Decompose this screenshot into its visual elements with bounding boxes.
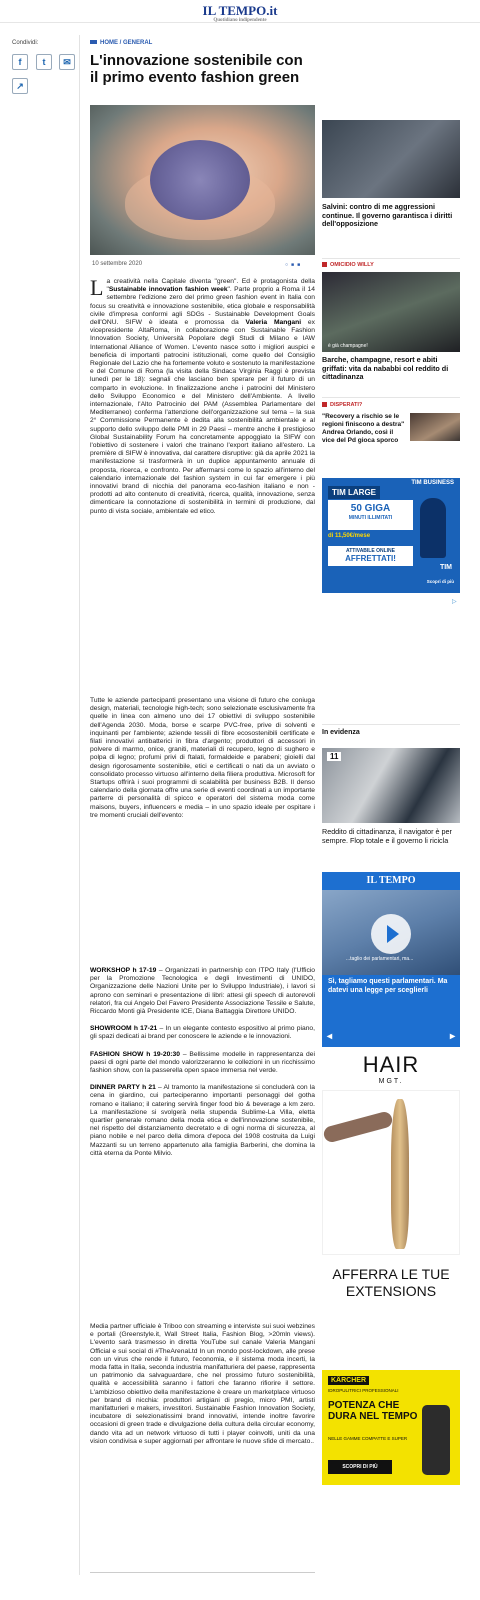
evidenza-badge: 11	[327, 752, 341, 761]
twitter-icon: t	[42, 57, 46, 67]
hair-mgt-sub: MGT.	[378, 1078, 404, 1085]
hair-tagline[interactable]: AFFERRA LE TUE EXTENSIONS	[332, 1266, 450, 1299]
pressure-washer-image	[422, 1405, 450, 1475]
article-end-divider	[90, 1572, 315, 1573]
article-date: 10 settembre 2020	[92, 261, 143, 267]
email-share-button[interactable]	[59, 54, 75, 70]
site-logo[interactable]: IL TEMPO.it Quotidiano indipendente	[202, 3, 278, 23]
program-item: WORKSHOP h 17-19 – Organizzati in partnership con ITPO Italy (l'Ufficio per la Promozione Tecnologica e degli Investimenti di UNIDO, Organizzazione delle Nazioni Unite per lo Sviluppo Industriale), i lavori si aprono con seminari e presentazione di libri: attesi gli speech di autorevoli relatori, fra cui Angelo Del Favero Presidente Associazione Tessile e Salute, Riccardo Monti già Presidente ICE, Diana Battaggia Direttore UNIDO.	[90, 967, 315, 1016]
video-player[interactable]	[322, 872, 460, 1047]
karcher-cta-button[interactable]: SCOPRI DI PIÙ	[328, 1460, 392, 1474]
envelope-icon: ✉	[63, 57, 71, 67]
ad-tim-large: TIM LARGE	[328, 486, 380, 499]
story-kicker: OMICIDIO WILLY	[322, 262, 374, 268]
ad-choices-icon[interactable]: ▷	[452, 599, 457, 605]
in-evidenza-heading: In evidenza	[322, 729, 360, 736]
karcher-logo: KÄRCHER	[328, 1376, 369, 1385]
video-caption: ...taglio dei parlamentari, ma...	[346, 956, 414, 962]
header-divider	[0, 22, 480, 23]
share-label: Condividi:	[12, 40, 39, 46]
breadcrumb	[90, 40, 152, 46]
ad-price: di 11,50€/mese	[328, 533, 371, 539]
ad-cta[interactable]: ATTIVABILE ONLINE AFFRETTATI!	[328, 546, 413, 566]
story-kicker: DISPERATI?	[322, 402, 362, 408]
story-title[interactable]: "Recovery a rischio se le regioni finiscono a destra" Andrea Orlando, così il vice del Pd gioca sporco	[322, 413, 405, 444]
article-paragraph-2: Tutte le aziende partecipanti presentano una visione di futuro che coniuga design, materiali, tecnologie high-tech; sono selezionate esclusivamente fra quelle in linea con almeno uno dei 17 obiettivi di sviluppo sostenibile dell'Agenda 2030. Moda, borse e scarpe PVC-free, prive di solventi e inquinanti per l'ambiente; aziende tessili di fibre ecosostenibili certificate e filati innovativi antibatterici in fibra d'argento; produttori di accessori in polvere di marmo, onice, graniti, materiali di recupero, legno di sughero e polpa di legno; profumi privi di ftalati, formaldeide e parabeni; gioielli dal design rigorosamente sostenibile, etici e certificati o nati da un avviato o consolidato processo virtuoso all'interno della filiera produttiva. Microsoft for Startups offrirà i suoi programmi di scalabilità per business B2B. Il denso calendario della giornata offre una serie di eventi coordinati a un importante parterre di personalità di spicco e operatori del sistema moda come maisons, buyers, influencers e media – in uno spazio ideale per ospitare i tre momenti cruciali dell'evento:	[90, 697, 315, 819]
print-icon[interactable]: ■	[297, 262, 304, 268]
share-arrow-icon: ↗	[16, 81, 24, 91]
previous-arrow-icon[interactable]: ◂	[327, 1031, 333, 1042]
facebook-icon: f	[18, 57, 22, 67]
story-photo[interactable]	[322, 272, 460, 352]
ad-person-image	[420, 498, 446, 558]
evidenza-photo[interactable]	[322, 748, 460, 823]
karcher-advertisement[interactable]	[322, 1370, 460, 1485]
evidenza-title[interactable]: Reddito di cittadinanza, il navigator è per sempre. Flop totale e il governo li ricicla	[322, 827, 452, 845]
story-thumbnail[interactable]	[410, 413, 460, 441]
article-tools	[285, 262, 303, 268]
hair-mgt-logo[interactable]: HAIR	[362, 1052, 420, 1077]
share-more-button[interactable]	[12, 78, 28, 94]
program-item: DINNER PARTY h 21 – Al tramonto la manifestazione si concluderà con la cena in giardino, cui parteciperanno importanti personaggi del gotha romano e italiano; il catering servirà finger food bio & beverage a km zero. La manifestazione si svolgerà nella stupenda Sublime-La Villa, eletta quartier generale romano della moda etica e dell'innovazione sostenibile, nel rispetto del distanziamento decretato e di ogni norma di sicurezza, al piano nobile e nel parco della dimora d'epoca del 1908 costruita da Luigi Mazzanti su un terreno appartenuto alla famiglia Barberini, che domina la città eterna da Ponte Milvio.	[90, 1084, 315, 1157]
program-item: FASHION SHOW h 19-20:30 – Bellissime modelle in rappresentanza dei paesi di ogni parte del mondo valorizzeranno le collezioni in un ricchissimo fashion show, con la passerella open space immersa nel verde.	[90, 1050, 315, 1075]
event-name: Sustainable innovation fashion week	[108, 286, 228, 294]
story-title[interactable]: Barche, champagne, resort e abiti griffati: vita da nababbi col reddito di cittadinanza	[322, 355, 449, 382]
breadcrumb-home[interactable]: HOME	[100, 40, 118, 46]
karcher-headline: POTENZA CHE DURA NEL TEMPO	[328, 1400, 418, 1422]
karcher-subtitle: IDROPULITRICI PROFESSIONALI	[328, 1388, 399, 1393]
column-divider	[79, 35, 80, 1575]
facebook-share-button[interactable]	[12, 54, 28, 70]
tim-logo: TIM	[439, 564, 452, 571]
breadcrumb-marker-icon	[90, 40, 97, 44]
clock-icon: ○	[285, 262, 292, 268]
story-photo[interactable]	[322, 120, 460, 198]
karcher-subtitle-2: NELLE GAMME COMPATTE E SUPER	[328, 1436, 408, 1441]
font-size-icon[interactable]: ■	[291, 262, 298, 268]
divider	[322, 258, 460, 259]
next-arrow-icon[interactable]: ▸	[449, 1031, 455, 1042]
video-logo: IL TEMPO	[322, 872, 460, 890]
divider	[322, 397, 460, 398]
tim-advertisement[interactable]	[322, 478, 460, 593]
article-paragraph-1: La creatività nella Capitale diventa "green". Ed è protagonista della "Sustainable innovation fashion week". Parte proprio a Roma il 14 settembre l'edizione zero del primo green fashion event in Italia con focus su creatività e innovazione sostenibile, etica globale e responsabilità civile d'impresa conformi agli SDGs - Sustainable Development Goals dell'ONU. SIFW è ideata e promossa da Valeria Mangani ex vicepresidente AltaRoma, in collaborazione con Sustainable Fashion Innovation Society, Università Popolare degli Studi di Milano e IAW International Alliance of Women. L'evento nasce sotto i migliori auspici e beneficia di importanti patrocini istituzionali, come quello del Consiglio Regionale del Lazio che ha fortemente voluto e sostenuto la manifestazione e del Comune di Roma (la visita della Sindaca Virginia Raggi è prevista lunedì per le 18): segnali che lasciano ben sperare per il futuro di un comparto in evoluzione. In finalizzazione anche i patrocini del Ministero dello Sviluppo Economico e del Ministero dell'Ambiente. A livello internazionale, l'Alto Patrocinio del PAM (Assemblea Parlamentare del Mediterraneo) conferma l'attenzione dell'organizzazione sul tema – la sua 2° Commissione Permanente è dedita alla sostenibilità ambientale e al supporto dello sviluppo delle PMI in 29 Paesi – mentre anche il prestigioso Global Sustainability Forum ha concretamente appoggiato la SIFW con l'obiettivo di sostenere i valori che trainano l'export italiano all'estero. La première di SIFW è innovativa, dal carattere disruptive: già da aprile 2021 la manifestazione si trasformerà in un duplice appuntamento annuale di proposta, ricerca, e confronto. Per affermarsi come lo spazio all'interno del calendario internazionale del fashion system in cui far emergere i più innovativi brand di nicchia del panorama eco-fashion italiano e non - prodotti ad alto contenuto di creatività, ricerca, qualità, innovazione, senza dimenticare la connotazione di sostenibilità in termini di produzione, dal punto di vista sociale, ambientale ed etico.	[90, 275, 315, 515]
hair-extension-image[interactable]	[322, 1090, 460, 1255]
program-item: SHOWROOM h 17-21 – In un elegante contesto espositivo al primo piano, gli spazi dedicati ai brand per conoscere le aziende e le innovazioni.	[90, 1025, 315, 1041]
article-title: L'innovazione sostenibile con il primo evento fashion green	[90, 52, 303, 86]
dropcap: L	[90, 275, 104, 300]
play-icon[interactable]	[371, 914, 411, 954]
program-list	[90, 967, 315, 1167]
video-title[interactable]: Sì, tagliamo questi parlamentari. Ma datevi una legge per sceglierli	[328, 978, 448, 994]
twitter-share-button[interactable]	[36, 54, 52, 70]
breadcrumb-section[interactable]: / GENERAL	[119, 40, 153, 46]
article-hero-image	[90, 105, 315, 255]
story-photo-caption: è già champagne!	[328, 343, 368, 349]
article-paragraph-3: Media partner ufficiale è Triboo con streaming e interviste sui suoi webzines e portali (Greenstyle.it, Wall Street Italia, Fashion Blog, >20mln views). L'evento sarà trasmesso in diretta YouTube sul canale Valeria Mangani Official e sui social di #TheArenaLtd In un mondo post-lockdown, alle prese con un virus che rende il futuro, l'economia, e il sistema moda incerti, la moda fatta in Italia, seconda industria manifatturiera del paese, rappresenta un patrimonio da salvaguardare, che nel prossimo futuro sostenibilità, qualità e accessibilità saranno i fattori che faranno rifiorire il settore. L'ambizioso obiettivo della manifestazione è creare un marketplace virtuoso per brand di nicchia: produttori artigiani di pregio, micro PMI, artisti manifatturieri e makers, investitori. Sustainable Fashion Innovation Society, incubatore di selezionatissimi brand innovativi, intende inoltre favorire occasioni di green trade e divulgazione della cultura della circular economy, dando vita ad un network virtuoso di tutti i player coinvolti, uniti da una vision condivisa e super aggiornati per affrontare le nuove sfide di mercato..	[90, 1323, 315, 1445]
promoter-name: Valeria Mangani	[245, 319, 302, 327]
divider	[322, 724, 460, 725]
ad-scopri-link[interactable]: Scopri di più	[426, 579, 454, 584]
ad-giga-box: 50 GIGA MINUTI ILLIMITATI	[328, 500, 413, 530]
ad-tim-business: TIM BUSINESS	[411, 480, 454, 486]
story-title[interactable]: Salvini: contro di me aggressioni continue. Il governo garantisca i diritti dell'opposizione	[322, 202, 453, 229]
